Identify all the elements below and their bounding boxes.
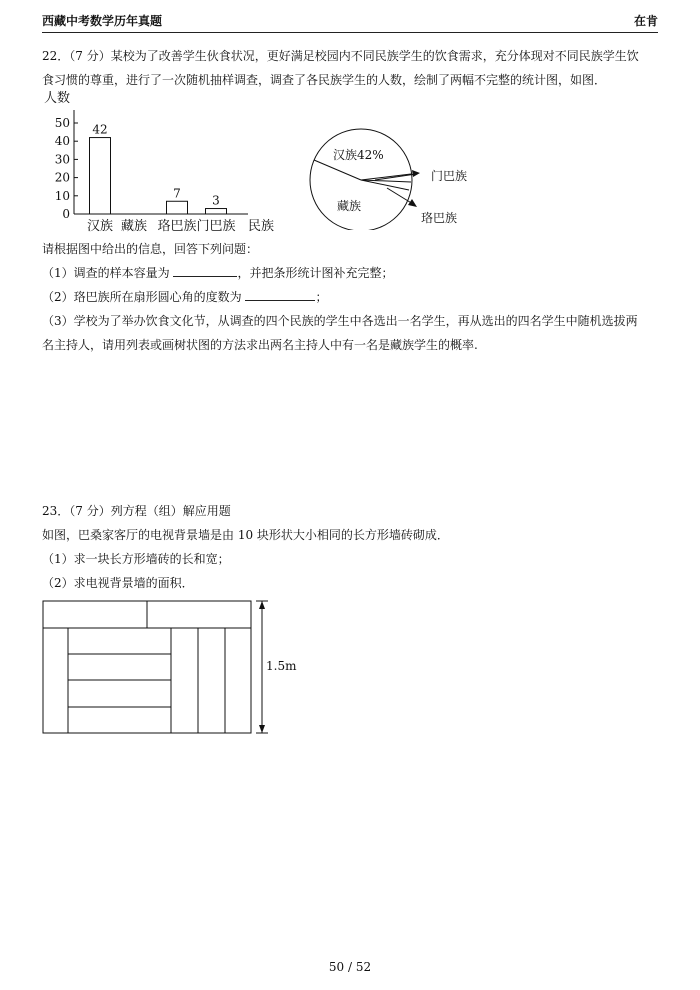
q22-sub1 bbox=[42, 264, 393, 282]
bar-data-label: 7 bbox=[173, 186, 181, 201]
pie-label-luoba: 珞巴族 bbox=[421, 211, 458, 225]
q22-sub2-text-a: （2）珞巴族所在扇形圆心角的度数为 bbox=[42, 290, 242, 304]
q23-stem: 如图，巴桑家客厅的电视背景墙是由 10 块形状大小相同的长方形墙砖砌成． bbox=[42, 528, 449, 542]
y-tick-label: 20 bbox=[54, 170, 70, 185]
y-tick-label: 10 bbox=[54, 188, 70, 203]
page-number: 50 / 52 bbox=[328, 960, 372, 974]
bar bbox=[206, 209, 227, 214]
q22-sub3-line1: （3）学校为了举办饮食文化节，从调查的四个民族的学生中各选出一名学生，再从选出的四名学生中随机选拔两 bbox=[42, 314, 638, 328]
q22-sub1-answer-blank[interactable] bbox=[173, 264, 237, 277]
bar bbox=[90, 138, 111, 214]
q22-sub2-answer-blank[interactable] bbox=[245, 288, 315, 301]
q23-sub1: （1）求一块长方形墙砖的长和宽； bbox=[42, 552, 230, 566]
x-tick-label: 汉族 bbox=[86, 219, 114, 234]
pie-divider-ha-menba bbox=[361, 174, 411, 180]
x-tick-label: 门巴族 bbox=[196, 219, 236, 234]
y-tick-label: 50 bbox=[54, 116, 70, 130]
y-tick-label: 30 bbox=[54, 152, 70, 167]
pie-divider-han bbox=[314, 160, 361, 180]
pie-arrowhead-menba bbox=[412, 170, 420, 177]
y-tick-label: 40 bbox=[54, 134, 70, 149]
q22-stem-line1 bbox=[42, 47, 639, 65]
bar-chart-ylabel: 人数 bbox=[44, 91, 71, 106]
header-note: 在肯 bbox=[633, 14, 658, 28]
bar-data-label: 3 bbox=[212, 193, 220, 208]
pie-arrow-menba bbox=[375, 174, 416, 180]
q22-score: （7 分） bbox=[69, 49, 111, 63]
pie-label-han: 汉族42% bbox=[333, 148, 384, 162]
q23-score: （7 分） bbox=[69, 504, 111, 518]
bar-chart bbox=[38, 86, 288, 238]
tile-wall-figure bbox=[40, 596, 300, 738]
x-tick-label: 珞巴族 bbox=[157, 219, 197, 234]
pie-chart bbox=[295, 118, 535, 230]
q22-sub2 bbox=[42, 288, 327, 306]
dimension-arrow-top bbox=[259, 601, 265, 609]
pie-arrowhead-luoba bbox=[408, 199, 417, 207]
pie-label-menba: 门巴族 bbox=[431, 169, 468, 183]
dimension-arrow-bottom bbox=[259, 725, 265, 733]
q22-number: 22． bbox=[42, 49, 70, 63]
bar-data-label: 42 bbox=[92, 122, 108, 137]
q22-stem-text1: 某校为了改善学生伙食状况，更好满足校园内不同民族学生的饮食需求，充分体现对不同民族学生饮 bbox=[110, 49, 639, 63]
q22-sub1-text-b: ，并把条形统计图补充完整； bbox=[237, 266, 394, 280]
header-divider bbox=[42, 32, 658, 33]
q22-sub3-line2: 名主持人，请用列表或画树状图的方法求出两名主持人中有一名是藏族学生的概率. bbox=[42, 338, 478, 352]
x-tick-label: 藏族 bbox=[120, 219, 148, 234]
q23-sub2: （2）求电视背景墙的面积． bbox=[42, 576, 194, 590]
q22-sub2-text-b: ； bbox=[315, 290, 328, 304]
bar bbox=[167, 201, 188, 214]
dimension-label: 1.5m bbox=[266, 659, 297, 673]
q22-stem-line2: 食习惯的尊重，进行了一次随机抽样调查，调查了各民族学生的人数，绘制了两幅不完整的统计图，如图． bbox=[42, 73, 607, 87]
header-title: 西藏中考数学历年真题 bbox=[42, 14, 163, 28]
y-tick-label: 0 bbox=[62, 207, 70, 221]
q22-prompt: 请根据图中给出的信息，回答下列问题： bbox=[42, 242, 259, 256]
q23-number: 23． bbox=[42, 504, 70, 518]
bar-chart-xlabel: 民族 bbox=[248, 219, 275, 234]
q22-sub1-text-a: （1）调查的样本容量为 bbox=[42, 266, 170, 280]
q23-title-line bbox=[42, 502, 231, 520]
q23-title: 列方程（组）解应用题 bbox=[110, 504, 231, 518]
pie-label-zang: 藏族 bbox=[337, 199, 362, 213]
